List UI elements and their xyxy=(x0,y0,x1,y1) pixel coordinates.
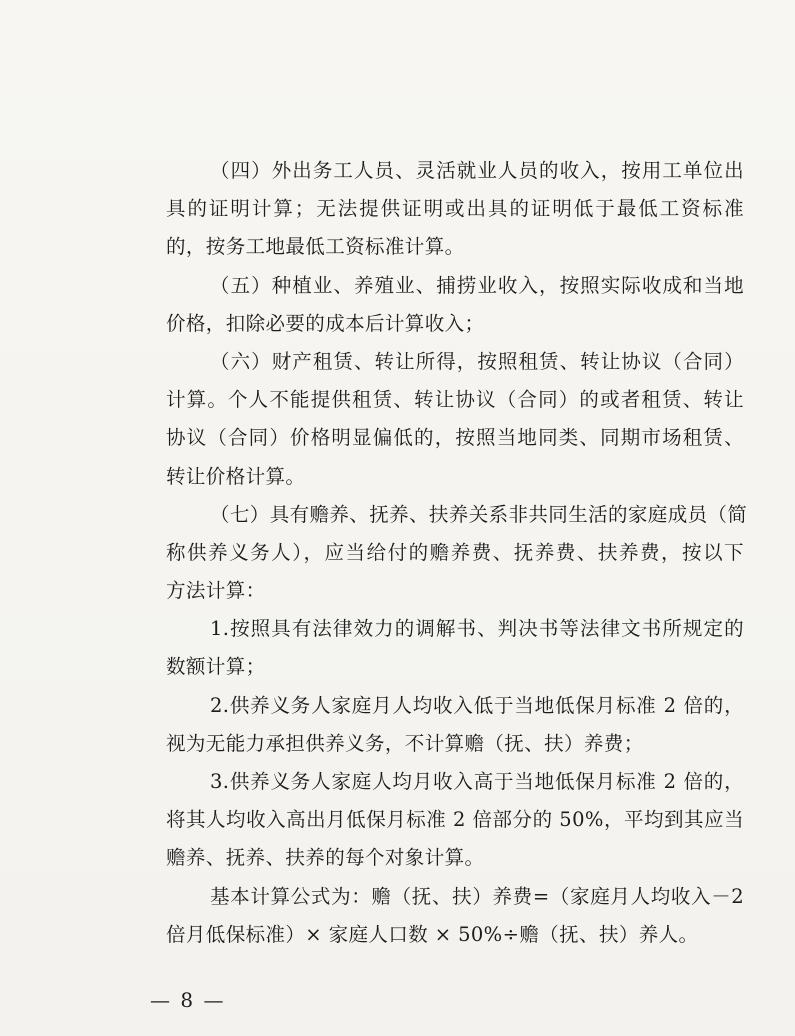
text-line: 赡养、抚养、扶养的每个对象计算。 xyxy=(166,846,485,870)
text-line: 数额计算； xyxy=(166,655,266,679)
text-line: （六）财产租赁、转让所得，按照租赁、转让协议（合同） xyxy=(210,349,744,373)
text-line: 2.供养义务人家庭月人均收入低于当地低保月标准 2 倍的， xyxy=(210,693,744,717)
text-line: 具的证明计算；无法提供证明或出具的证明低于最低工资标准 xyxy=(166,197,744,221)
text-line: 价格，扣除必要的成本后计算收入； xyxy=(166,311,485,335)
text-line: 方法计算： xyxy=(166,579,266,603)
text-line: 转让价格计算。 xyxy=(166,464,306,488)
text-line: （四）外出务工人员、灵活就业人员的收入，按用工单位出 xyxy=(210,159,744,182)
body-text xyxy=(166,152,748,954)
text-line: （五）种植业、养殖业、捕捞业收入，按照实际收成和当地 xyxy=(210,273,744,297)
text-line: 计算。个人不能提供租赁、转让协议（合同）的或者租赁、转让 xyxy=(166,388,744,412)
text-line: 将其人均收入高出月低保月标准 2 倍部分的 50%，平均到其应当 xyxy=(166,808,744,832)
text-line: 的，按务工地最低工资标准计算。 xyxy=(166,235,465,259)
text-line: 协议（合同）价格明显偏低的，按照当地同类、同期市场租赁、 xyxy=(166,426,744,450)
text-line: （七）具有赡养、抚养、扶养关系非共同生活的家庭成员（简 xyxy=(210,502,748,526)
text-line: 基本计算公式为：赡（抚、扶）养费=（家庭月人均收入－2 xyxy=(210,884,744,908)
text-line: 视为无能力承担供养义务，不计算赡（抚、扶）养费； xyxy=(166,731,644,755)
text-line: 称供养义务人），应当给付的赡养费、抚养费、扶养费，按以下 xyxy=(166,540,744,564)
text-line: 倍月低保标准）× 家庭人口数 × 50%÷赡（抚、扶）养人。 xyxy=(166,922,699,946)
text-line: 1.按照具有法律效力的调解书、判决书等法律文书所规定的 xyxy=(210,617,744,641)
page-number: — 8 — xyxy=(150,988,226,1012)
text-line: 3.供养义务人家庭人均月收入高于当地低保月标准 2 倍的， xyxy=(210,770,744,793)
